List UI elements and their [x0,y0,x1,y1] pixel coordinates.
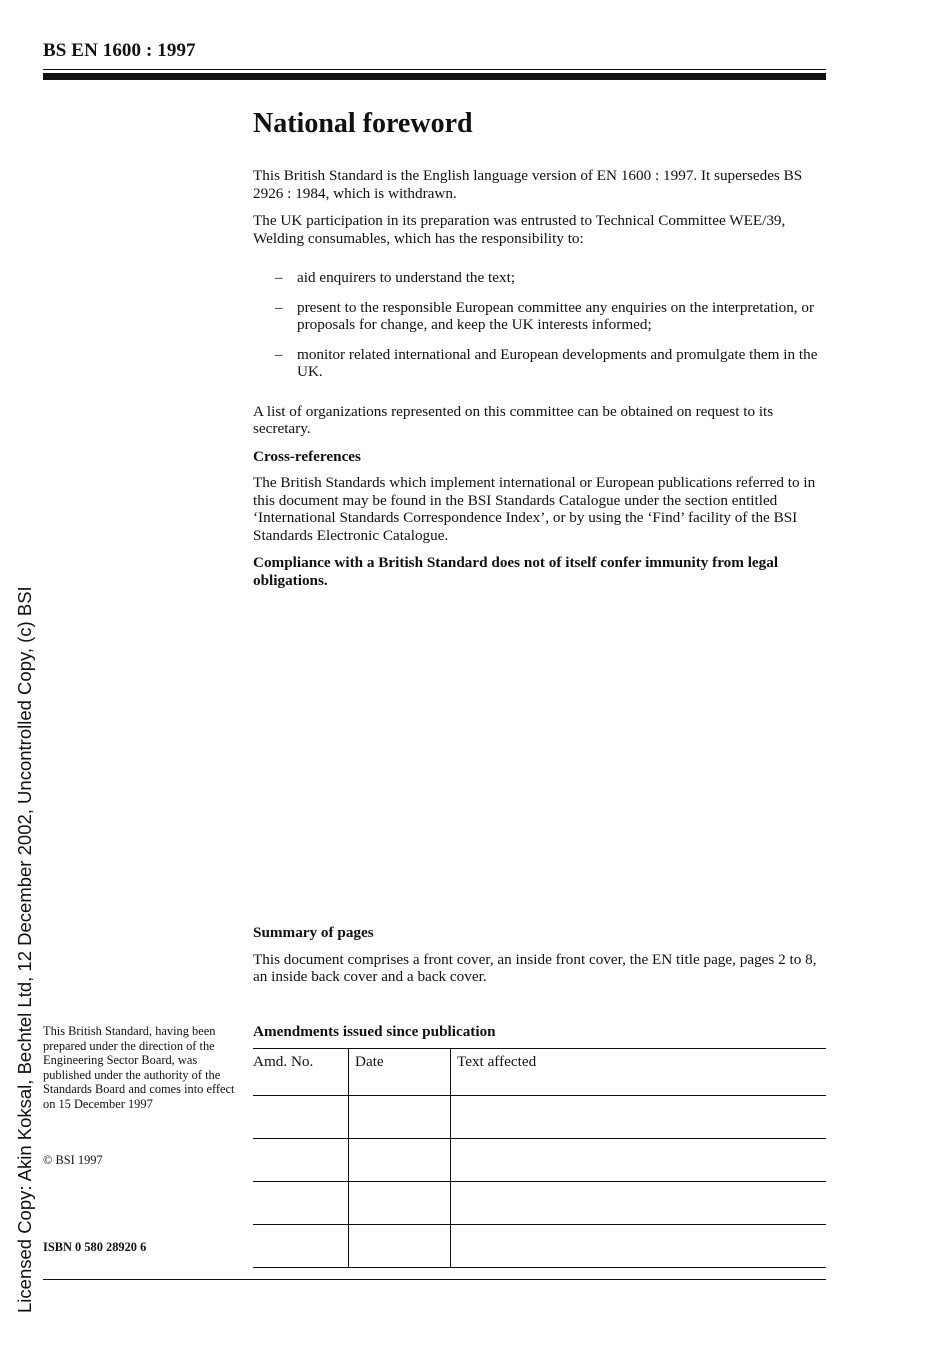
responsibility-list [253,269,827,381]
list-item-text: present to the responsible European committee any enquiries on the interpretation, or proposals for change, and keep the UK interests informed; [297,298,815,333]
table-cell [253,1225,349,1268]
copyright-notice: © BSI 1997 [43,1153,103,1167]
column-header-text-affected: Text affected [451,1049,827,1096]
column-header-date: Date [349,1049,451,1096]
list-item [253,269,827,287]
table-row [253,1139,826,1182]
organizations-paragraph: A list of organizations represented on this committee can be obtained on request to its secretary. [253,402,774,437]
amendments-table [253,1048,826,1268]
crossref-paragraph: The British Standards which implement international or European publications referred to in this document may be found in the BSI Standards Catalogue under the section entitled ‘International Standards Correspondence Index’, or by using the ‘Find’ facility of the BSI Standards Electronic Catalogue. [253,474,816,544]
table-cell [451,1096,827,1139]
document-code: BS EN 1600 : 1997 [43,40,196,61]
page-title: National foreword [253,108,473,139]
table-cell [451,1139,827,1182]
table-row [253,1096,826,1139]
amendments-title: Amendments issued since publication [253,1023,496,1040]
table-cell [451,1225,827,1268]
compliance-note: Compliance with a British Standard does not of itself confer immunity from legal obligations. [253,554,779,589]
bullet-dash: – [275,269,283,286]
list-item [253,346,827,381]
summary-of-pages [253,924,827,986]
bullet-dash: – [275,298,283,316]
table-cell [451,1182,827,1225]
list-item [253,299,827,334]
bullet-dash: – [275,345,283,363]
table-row [253,1182,826,1225]
list-item-text: monitor related international and European developments and promulgate them in the UK. [297,345,818,380]
table-cell [253,1182,349,1225]
table-cell [349,1096,451,1139]
isbn-number: ISBN 0 580 28920 6 [43,1240,147,1254]
intro-paragraph: This British Standard is the English language version of EN 1600 : 1997. It supersedes BS 2926 : 1984, which is withdrawn. [253,167,803,202]
table-cell [349,1225,451,1268]
table-cell [253,1096,349,1139]
participation-paragraph: The UK participation in its preparation was entrusted to Technical Committee WEE/39, Welding consumables, which has the responsibility to: [253,212,786,247]
table-cell [349,1182,451,1225]
table-cell [349,1139,451,1182]
table-cell [253,1139,349,1182]
column-header-amd-no: Amd. No. [253,1049,349,1096]
national-foreword-section [253,106,827,599]
table-header-row [253,1049,826,1096]
summary-text: This document comprises a front cover, an inside front cover, the EN title page, pages 2 to 8, an inside back cover and a back cover. [253,950,817,985]
list-item-text: aid enquirers to understand the text; [297,269,516,286]
crossref-heading: Cross-references [253,447,361,465]
header-rule-thick [43,73,826,80]
license-watermark: Licensed Copy: Akin Koksal, Bechtel Ltd, 12 December 2002, Uncontrolled Copy, (c) BSI [14,586,35,1313]
preparation-note: This British Standard, having been prepared under the direction of the Engineering Sector Board, was published under the authority of the Standards Board and comes into effect on 15 December 1997 [43,1024,235,1111]
summary-heading: Summary of pages [253,924,374,941]
table-row [253,1225,826,1268]
footer-rule [43,1279,826,1280]
header-rule-thin [43,69,826,70]
